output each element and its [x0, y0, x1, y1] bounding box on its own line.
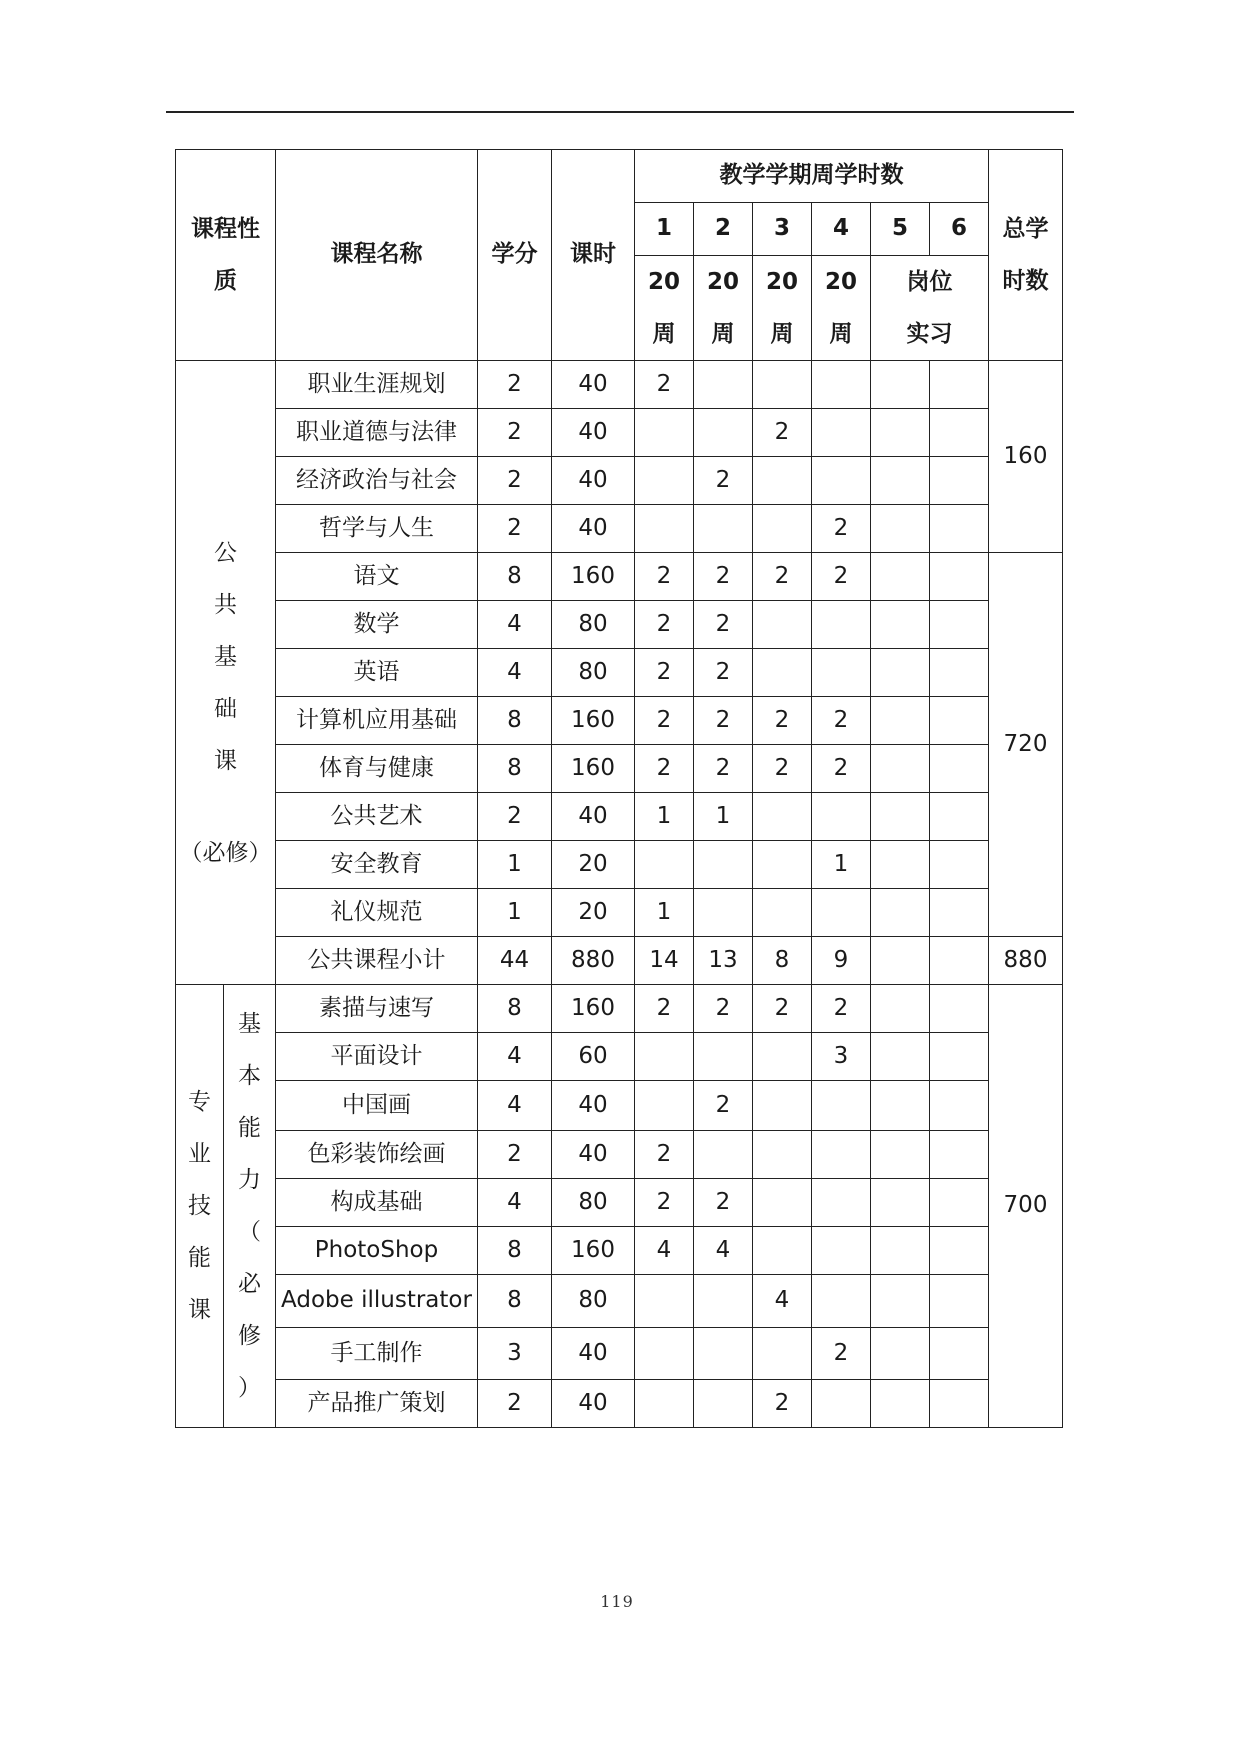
page-number: 119 [600, 1592, 634, 1611]
header-course-nature: 课程性质 [176, 150, 276, 361]
term-6-hours-cell [930, 553, 989, 601]
term-4-hours-cell [812, 649, 871, 697]
category-professional-skill [176, 985, 224, 1428]
credit-cell: 8 [478, 553, 552, 601]
term-6-hours-cell [930, 1380, 989, 1428]
table-row [176, 1033, 1063, 1081]
term-4-hours-cell: 2 [812, 505, 871, 553]
subtotal-label: 公共课程小计 [276, 937, 478, 985]
header-hours: 课时 [552, 150, 635, 361]
term-4-hours-cell: 2 [812, 985, 871, 1033]
hours-cell: 160 [552, 745, 635, 793]
category-char: 专 [188, 1089, 211, 1115]
term-3-hours-cell [753, 1081, 812, 1131]
term-3-hours-cell [753, 793, 812, 841]
table-row [176, 553, 1063, 601]
hours-cell: 40 [552, 1328, 635, 1380]
term-2-hours-cell: 4 [694, 1227, 753, 1275]
term-3-hours-cell [753, 841, 812, 889]
subtotal-term-2: 13 [694, 937, 753, 985]
term-5-hours-cell [871, 1328, 930, 1380]
hours-cell: 40 [552, 409, 635, 457]
sub-category-char: 能 [238, 1115, 261, 1141]
header-weekly-hours: 教学学期周学时数 [635, 150, 989, 203]
table-row [176, 1131, 1063, 1179]
term-1-hours-cell: 2 [635, 745, 694, 793]
term-2-hours-cell [694, 1033, 753, 1081]
hours-cell: 160 [552, 553, 635, 601]
credit-cell: 4 [478, 649, 552, 697]
table-row [176, 841, 1063, 889]
hours-cell: 160 [552, 697, 635, 745]
term-2-hours-cell [694, 1131, 753, 1179]
course-name-cell: 数学 [276, 601, 478, 649]
term-3-hours-cell [753, 1328, 812, 1380]
term-4-hours-cell [812, 457, 871, 505]
term-6-hours-cell [930, 1328, 989, 1380]
table-body [176, 150, 1063, 1428]
header-term-6: 6 [930, 203, 989, 256]
term-5-hours-cell [871, 1380, 930, 1428]
header-term-4: 4 [812, 203, 871, 256]
term-5-hours-cell [871, 649, 930, 697]
term-2-hours-cell [694, 361, 753, 409]
term-2-hours-cell: 2 [694, 649, 753, 697]
term-4-hours-cell [812, 793, 871, 841]
term-3-hours-cell [753, 505, 812, 553]
header-course-name: 课程名称 [276, 150, 478, 361]
course-name-cell: 语文 [276, 553, 478, 601]
hours-cell: 40 [552, 1131, 635, 1179]
term-2-hours-cell [694, 889, 753, 937]
subtotal-row [176, 937, 1063, 985]
credit-cell: 4 [478, 601, 552, 649]
term-1-hours-cell: 2 [635, 1131, 694, 1179]
term-2-hours-cell: 2 [694, 697, 753, 745]
term-2-hours-cell: 2 [694, 457, 753, 505]
course-name-cell: 英语 [276, 649, 478, 697]
credit-cell: 2 [478, 1380, 552, 1428]
course-name-cell: PhotoShop [276, 1227, 478, 1275]
hours-cell: 40 [552, 793, 635, 841]
course-name-cell: 安全教育 [276, 841, 478, 889]
table-row [176, 889, 1063, 937]
term-3-hours-cell [753, 1033, 812, 1081]
term-2-hours-cell: 2 [694, 601, 753, 649]
term-4-hours-cell: 2 [812, 745, 871, 793]
hours-cell: 40 [552, 361, 635, 409]
term-6-hours-cell [930, 361, 989, 409]
subtotal-total: 880 [989, 937, 1063, 985]
table-row [176, 1275, 1063, 1328]
hours-cell: 40 [552, 505, 635, 553]
term-5-hours-cell [871, 697, 930, 745]
credit-cell: 2 [478, 457, 552, 505]
credit-cell: 1 [478, 889, 552, 937]
term-1-hours-cell [635, 841, 694, 889]
term-6-hours-cell [930, 457, 989, 505]
hours-cell: 40 [552, 1081, 635, 1131]
credit-cell: 2 [478, 793, 552, 841]
credit-cell: 2 [478, 1131, 552, 1179]
credit-cell: 2 [478, 361, 552, 409]
term-4-hours-cell [812, 1275, 871, 1328]
term-3-hours-cell [753, 361, 812, 409]
term-4-hours-cell: 2 [812, 697, 871, 745]
sub-category-char: 本 [238, 1063, 261, 1089]
category-char: 共 [214, 591, 237, 618]
term-2-hours-cell: 1 [694, 793, 753, 841]
term-4-hours-cell [812, 1227, 871, 1275]
term-5-hours-cell [871, 745, 930, 793]
table-row [176, 745, 1063, 793]
term-1-hours-cell: 2 [635, 601, 694, 649]
term-3-hours-cell: 2 [753, 985, 812, 1033]
credit-cell: 4 [478, 1081, 552, 1131]
term-6-hours-cell [930, 1275, 989, 1328]
category-char: 课 [188, 1297, 211, 1323]
course-name-cell: Adobe illustrator [276, 1275, 478, 1328]
term-4-hours-cell [812, 889, 871, 937]
term-6-hours-cell [930, 697, 989, 745]
course-name-cell: 产品推广策划 [276, 1380, 478, 1428]
course-name-cell: 经济政治与社会 [276, 457, 478, 505]
credit-cell: 1 [478, 841, 552, 889]
course-name-cell: 哲学与人生 [276, 505, 478, 553]
credit-cell: 2 [478, 505, 552, 553]
term-6-hours-cell [930, 1179, 989, 1227]
course-name-cell: 色彩装饰绘画 [276, 1131, 478, 1179]
credit-cell: 2 [478, 409, 552, 457]
term-5-hours-cell [871, 553, 930, 601]
subtotal-credit: 44 [478, 937, 552, 985]
header-term-2: 2 [694, 203, 753, 256]
total-hours-cell: 160 [989, 361, 1063, 553]
sub-category-char: （ [238, 1219, 261, 1245]
sub-category-basic-ability [224, 985, 276, 1428]
subtotal-hours: 880 [552, 937, 635, 985]
course-name-cell: 公共艺术 [276, 793, 478, 841]
term-6-hours-cell [930, 1131, 989, 1179]
credit-cell: 3 [478, 1328, 552, 1380]
credit-cell: 8 [478, 1275, 552, 1328]
hours-cell: 60 [552, 1033, 635, 1081]
table-row [176, 649, 1063, 697]
category-char: 技 [188, 1193, 211, 1219]
credit-cell: 8 [478, 1227, 552, 1275]
term-5-hours-cell [871, 505, 930, 553]
category-char: 业 [188, 1141, 211, 1167]
term-6-hours-cell [930, 409, 989, 457]
credit-cell: 8 [478, 745, 552, 793]
term-1-hours-cell [635, 1033, 694, 1081]
category-char: 基 [214, 643, 237, 670]
hours-cell: 80 [552, 1275, 635, 1328]
table-row [176, 985, 1063, 1033]
term-5-hours-cell [871, 1131, 930, 1179]
hours-cell: 160 [552, 1227, 635, 1275]
term-6-hours-cell [930, 1033, 989, 1081]
term-2-hours-cell: 2 [694, 553, 753, 601]
term-5-hours-cell [871, 841, 930, 889]
term-1-hours-cell: 2 [635, 697, 694, 745]
term-6-hours-cell [930, 985, 989, 1033]
term-4-hours-cell [812, 1131, 871, 1179]
credit-cell: 8 [478, 985, 552, 1033]
term-2-hours-cell [694, 1275, 753, 1328]
term-2-hours-cell [694, 841, 753, 889]
term-1-hours-cell: 2 [635, 649, 694, 697]
term-4-hours-cell [812, 601, 871, 649]
term-3-hours-cell: 2 [753, 1380, 812, 1428]
term-1-hours-cell [635, 1380, 694, 1428]
header-rule [166, 111, 1074, 113]
term-4-hours-cell [812, 1081, 871, 1131]
header-term-5: 5 [871, 203, 930, 256]
term-5-hours-cell [871, 601, 930, 649]
course-name-cell: 素描与速写 [276, 985, 478, 1033]
course-name-cell: 平面设计 [276, 1033, 478, 1081]
table-row [176, 1081, 1063, 1131]
curriculum-table [175, 149, 1063, 1428]
course-name-cell: 体育与健康 [276, 745, 478, 793]
term-6-hours-cell [930, 601, 989, 649]
subtotal-term-6 [930, 937, 989, 985]
header-term-3: 3 [753, 203, 812, 256]
hours-cell: 20 [552, 889, 635, 937]
term-6-hours-cell [930, 841, 989, 889]
subtotal-term-3: 8 [753, 937, 812, 985]
sub-category-char: 必 [238, 1271, 261, 1297]
header-weeks-1: 20周 [635, 256, 694, 361]
course-name-cell: 手工制作 [276, 1328, 478, 1380]
header-row-1 [176, 150, 1063, 203]
term-3-hours-cell: 2 [753, 409, 812, 457]
course-name-cell: 职业生涯规划 [276, 361, 478, 409]
term-1-hours-cell [635, 409, 694, 457]
subtotal-term-4: 9 [812, 937, 871, 985]
term-5-hours-cell [871, 985, 930, 1033]
term-4-hours-cell [812, 1380, 871, 1428]
term-2-hours-cell [694, 1380, 753, 1428]
term-1-hours-cell: 2 [635, 553, 694, 601]
table-row [176, 1328, 1063, 1380]
table-row [176, 457, 1063, 505]
total-hours-cell: 700 [989, 985, 1063, 1428]
term-2-hours-cell [694, 409, 753, 457]
credit-cell: 4 [478, 1033, 552, 1081]
hours-cell: 40 [552, 457, 635, 505]
hours-cell: 80 [552, 1179, 635, 1227]
term-4-hours-cell: 3 [812, 1033, 871, 1081]
term-3-hours-cell [753, 1227, 812, 1275]
term-1-hours-cell [635, 1081, 694, 1131]
term-3-hours-cell: 2 [753, 697, 812, 745]
header-weeks-4: 20周 [812, 256, 871, 361]
term-1-hours-cell [635, 505, 694, 553]
category-char: 课 [214, 747, 237, 774]
credit-cell: 8 [478, 697, 552, 745]
table-row [176, 697, 1063, 745]
term-6-hours-cell [930, 745, 989, 793]
term-4-hours-cell: 2 [812, 1328, 871, 1380]
category-public-basic [176, 361, 276, 985]
term-3-hours-cell [753, 601, 812, 649]
course-name-cell: 计算机应用基础 [276, 697, 478, 745]
table-row [176, 409, 1063, 457]
sub-category-char: ） [238, 1375, 261, 1401]
course-name-cell: 职业道德与法律 [276, 409, 478, 457]
term-4-hours-cell [812, 1179, 871, 1227]
term-1-hours-cell: 2 [635, 1179, 694, 1227]
category-char: 公 [214, 539, 237, 566]
header-credit: 学分 [478, 150, 552, 361]
term-5-hours-cell [871, 889, 930, 937]
header-total-hours: 总学时数 [989, 150, 1063, 361]
term-5-hours-cell [871, 361, 930, 409]
term-5-hours-cell [871, 793, 930, 841]
term-3-hours-cell: 2 [753, 553, 812, 601]
table-row [176, 1380, 1063, 1428]
term-6-hours-cell [930, 505, 989, 553]
term-3-hours-cell [753, 457, 812, 505]
table-row [176, 1227, 1063, 1275]
hours-cell: 160 [552, 985, 635, 1033]
term-2-hours-cell [694, 1328, 753, 1380]
term-2-hours-cell [694, 505, 753, 553]
course-name-cell: 礼仪规范 [276, 889, 478, 937]
term-6-hours-cell [930, 889, 989, 937]
course-name-cell: 中国画 [276, 1081, 478, 1131]
hours-cell: 40 [552, 1380, 635, 1428]
hours-cell: 80 [552, 649, 635, 697]
term-2-hours-cell: 2 [694, 985, 753, 1033]
term-5-hours-cell [871, 1275, 930, 1328]
header-weeks-3: 20周 [753, 256, 812, 361]
term-6-hours-cell [930, 1227, 989, 1275]
term-4-hours-cell: 1 [812, 841, 871, 889]
header-internship: 岗位实习 [871, 256, 989, 361]
term-5-hours-cell [871, 1179, 930, 1227]
term-5-hours-cell [871, 1081, 930, 1131]
term-3-hours-cell [753, 1179, 812, 1227]
subtotal-term-5 [871, 937, 930, 985]
term-1-hours-cell: 4 [635, 1227, 694, 1275]
term-2-hours-cell: 2 [694, 745, 753, 793]
term-3-hours-cell: 4 [753, 1275, 812, 1328]
term-4-hours-cell [812, 361, 871, 409]
term-1-hours-cell [635, 1275, 694, 1328]
header-term-1: 1 [635, 203, 694, 256]
term-3-hours-cell [753, 1131, 812, 1179]
term-1-hours-cell [635, 457, 694, 505]
table-row [176, 361, 1063, 409]
term-5-hours-cell [871, 1033, 930, 1081]
term-1-hours-cell: 2 [635, 985, 694, 1033]
total-hours-cell: 720 [989, 553, 1063, 937]
term-2-hours-cell: 2 [694, 1081, 753, 1131]
term-1-hours-cell: 1 [635, 889, 694, 937]
term-4-hours-cell: 2 [812, 553, 871, 601]
table-row [176, 505, 1063, 553]
sub-category-char: 基 [238, 1011, 261, 1037]
term-3-hours-cell [753, 649, 812, 697]
sub-category-char: 力 [238, 1167, 261, 1193]
credit-cell: 4 [478, 1179, 552, 1227]
table-row [176, 793, 1063, 841]
category-note: （必修） [179, 839, 272, 866]
table-row [176, 601, 1063, 649]
category-char: 能 [188, 1245, 211, 1271]
term-1-hours-cell: 1 [635, 793, 694, 841]
term-1-hours-cell [635, 1328, 694, 1380]
term-5-hours-cell [871, 457, 930, 505]
term-5-hours-cell [871, 409, 930, 457]
hours-cell: 80 [552, 601, 635, 649]
term-4-hours-cell [812, 409, 871, 457]
header-weeks-2: 20周 [694, 256, 753, 361]
table-row [176, 1179, 1063, 1227]
term-2-hours-cell: 2 [694, 1179, 753, 1227]
course-name-cell: 构成基础 [276, 1179, 478, 1227]
hours-cell: 20 [552, 841, 635, 889]
term-6-hours-cell [930, 1081, 989, 1131]
term-6-hours-cell [930, 793, 989, 841]
term-3-hours-cell: 2 [753, 745, 812, 793]
subtotal-term-1: 14 [635, 937, 694, 985]
term-6-hours-cell [930, 649, 989, 697]
term-5-hours-cell [871, 1227, 930, 1275]
sub-category-char: 修 [238, 1323, 261, 1349]
term-3-hours-cell [753, 889, 812, 937]
term-1-hours-cell: 2 [635, 361, 694, 409]
category-char: 础 [214, 695, 237, 722]
